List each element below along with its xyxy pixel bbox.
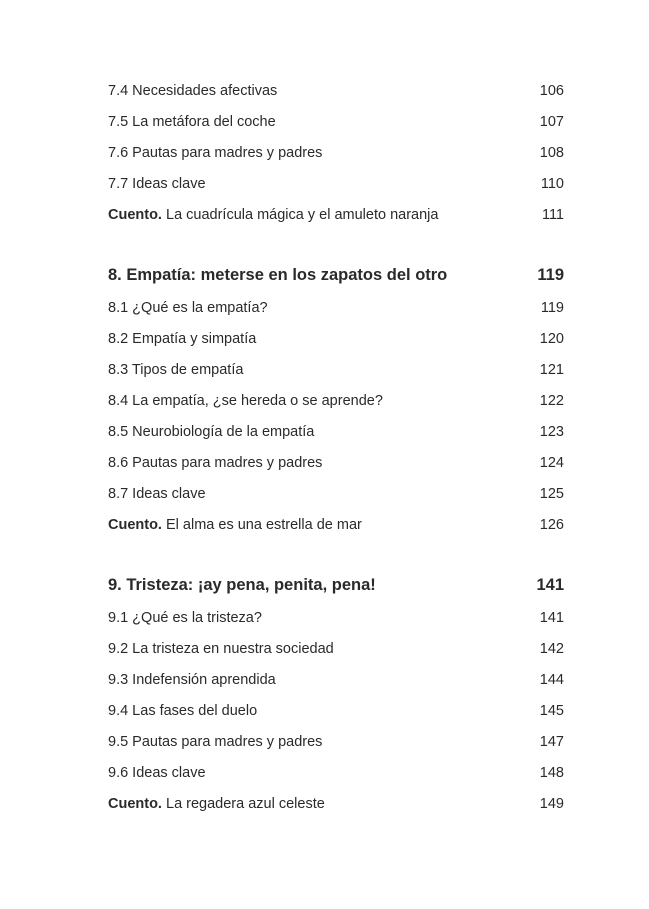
- toc-entry-page: 126: [539, 517, 564, 533]
- section-gap: [108, 544, 564, 571]
- toc-entry-page: 148: [539, 765, 564, 781]
- toc-entry: [108, 327, 564, 358]
- toc-entry-title: 9.4 Las fases del duelo: [108, 703, 258, 719]
- toc-entry-title: 7.6 Pautas para madres y padres: [108, 145, 323, 161]
- toc-entry-title: 7.4 Necesidades afectivas: [108, 83, 278, 99]
- toc-story-entry: [108, 792, 564, 823]
- toc-entry: [108, 389, 564, 420]
- toc-entry-page: 147: [539, 734, 564, 750]
- story-title: La regadera azul celeste: [166, 796, 325, 812]
- table-of-contents: [108, 79, 564, 823]
- toc-story-title-wrapper: [108, 513, 362, 537]
- story-label: Cuento.: [108, 207, 162, 223]
- toc-entry: [108, 79, 564, 110]
- toc-entry-page: 144: [539, 672, 564, 688]
- toc-entry-title: 8.6 Pautas para madres y padres: [108, 455, 323, 471]
- toc-entry: [108, 668, 564, 699]
- toc-entry-page: 110: [540, 176, 564, 192]
- toc-entry-title: 9.3 Indefensión aprendida: [108, 672, 276, 688]
- toc-entry: [108, 451, 564, 482]
- toc-entry: [108, 606, 564, 637]
- toc-entry-page: 106: [539, 83, 564, 99]
- toc-entry-title: 8.4 La empatía, ¿se hereda o se aprende?: [108, 393, 383, 409]
- toc-entry-title: 8.3 Tipos de empatía: [108, 362, 244, 378]
- toc-story-title-wrapper: [108, 792, 325, 816]
- toc-entry-title: 8.1 ¿Qué es la empatía?: [108, 300, 268, 316]
- toc-entry-title: 8.2 Empatía y simpatía: [108, 331, 257, 347]
- chapter-page: 119: [537, 266, 564, 284]
- toc-entry: [108, 358, 564, 389]
- toc-entry: [108, 637, 564, 668]
- toc-entry: [108, 110, 564, 141]
- toc-entry: [108, 761, 564, 792]
- toc-entry-page: 121: [539, 362, 564, 378]
- toc-entry-title: 7.7 Ideas clave: [108, 176, 206, 192]
- section-gap: [108, 234, 564, 261]
- toc-entry-page: 107: [539, 114, 564, 130]
- toc-story-entry: [108, 203, 564, 234]
- toc-entry: [108, 730, 564, 761]
- toc-entry-page: 125: [539, 486, 564, 502]
- toc-entry: [108, 699, 564, 730]
- toc-entry-page: 108: [539, 145, 564, 161]
- story-title: La cuadrícula mágica y el amuleto naranja: [166, 207, 439, 223]
- chapter-page: 141: [536, 576, 564, 594]
- story-title: El alma es una estrella de mar: [166, 517, 362, 533]
- story-label: Cuento.: [108, 796, 162, 812]
- toc-entry-page: 123: [539, 424, 564, 440]
- toc-entry-title: 9.5 Pautas para madres y padres: [108, 734, 323, 750]
- toc-entry-page: 120: [539, 331, 564, 347]
- toc-entry-page: 124: [539, 455, 564, 471]
- toc-entry: [108, 296, 564, 327]
- toc-entry: [108, 482, 564, 513]
- toc-entry-page: 142: [539, 641, 564, 657]
- toc-entry-page: 149: [539, 796, 564, 812]
- toc-entry-page: 141: [539, 610, 564, 626]
- toc-entry-title: 9.1 ¿Qué es la tristeza?: [108, 610, 262, 626]
- toc-entry: [108, 141, 564, 172]
- toc-entry-page: 122: [539, 393, 564, 409]
- toc-chapter-heading: [108, 261, 564, 296]
- toc-entry-title: 8.7 Ideas clave: [108, 486, 206, 502]
- toc-chapter-heading: [108, 571, 564, 606]
- toc-story-entry: [108, 513, 564, 544]
- toc-entry: [108, 420, 564, 451]
- toc-entry-page: 119: [540, 300, 564, 316]
- toc-entry: [108, 172, 564, 203]
- toc-entry-page: 111: [541, 207, 564, 223]
- toc-entry-title: 9.6 Ideas clave: [108, 765, 206, 781]
- chapter-title: 9. Tristeza: ¡ay pena, penita, pena!: [108, 576, 376, 594]
- chapter-title: 8. Empatía: meterse en los zapatos del otro: [108, 266, 448, 284]
- toc-story-title-wrapper: [108, 203, 438, 227]
- toc-entry-page: 145: [539, 703, 564, 719]
- toc-entry-title: 7.5 La metáfora del coche: [108, 114, 276, 130]
- toc-entry-title: 9.2 La tristeza en nuestra sociedad: [108, 641, 334, 657]
- story-label: Cuento.: [108, 517, 162, 533]
- toc-entry-title: 8.5 Neurobiología de la empatía: [108, 424, 315, 440]
